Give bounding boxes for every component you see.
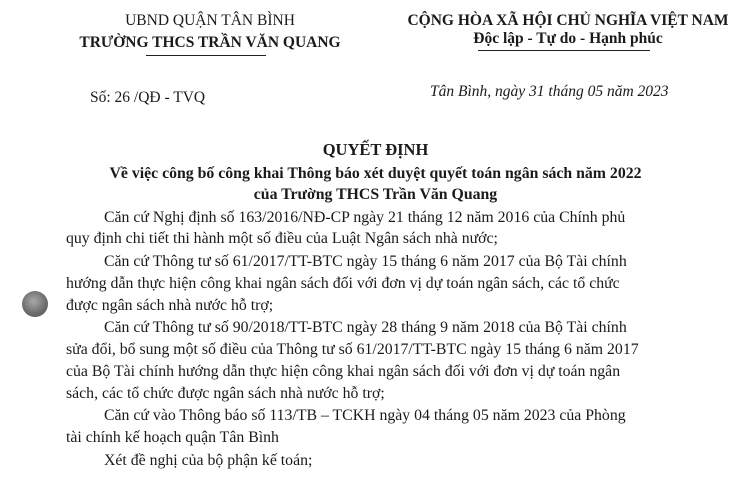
document-title: QUYẾT ĐỊNH	[322, 140, 429, 159]
body-line: quy định chi tiết thi hành một số điều của Luật Ngân sách nhà nước;	[66, 230, 498, 247]
body-line: Xét đề nghị của bộ phận kế toán;	[104, 452, 313, 469]
body-line: được ngân sách nhà nước hỗ trợ;	[66, 297, 274, 314]
body-line: Căn cứ Nghị định số 163/2016/NĐ-CP ngày 21 tháng 12 năm 2016 của Chính phủ	[104, 209, 626, 226]
subject-line-1: Về việc công bố công khai Thông báo xét duyệt quyết toán ngân sách năm 2022	[109, 165, 642, 182]
body-line: Căn cứ vào Thông báo số 113/TB – TCKH ngày 04 tháng 05 năm 2023 của Phòng	[104, 407, 626, 424]
body-line: của Bộ Tài chính hướng dẫn thực hiện công khai ngân sách đối với đơn vị dự toán ngân	[66, 363, 621, 380]
body-line: sách, các tổ chức được ngân sách nhà nước hỗ trợ;	[66, 385, 385, 402]
body-line: tài chính kế hoạch quận Tân Bình	[66, 429, 279, 446]
national-title: CỘNG HÒA XÃ HỘI CHỦ NGHĨA VIỆT NAM	[407, 12, 729, 29]
body-line: Căn cứ Thông tư số 90/2018/TT-BTC ngày 28 tháng 9 năm 2018 của Bộ Tài chính	[104, 319, 627, 336]
issuing-authority: UBND QUẬN TÂN BÌNH	[125, 12, 295, 29]
school-name-underline	[146, 55, 266, 56]
school-name: TRƯỜNG THCS TRẦN VĂN QUANG	[79, 34, 341, 51]
body-line: hướng dẫn thực hiện công khai ngân sách đối với đơn vị dự toán ngân sách, các tổ chức	[66, 275, 620, 292]
body-line: Căn cứ Thông tư số 61/2017/TT-BTC ngày 15 tháng 6 năm 2017 của Bộ Tài chính	[104, 253, 627, 270]
national-motto: Độc lập - Tự do - Hạnh phúc	[473, 30, 663, 47]
subject-line-2: của Trường THCS Trần Văn Quang	[253, 186, 498, 203]
punch-hole	[22, 291, 48, 317]
body-line: sửa đổi, bổ sung một số điều của Thông tư số 61/2017/TT-BTC ngày 15 tháng 6 năm 2017	[66, 341, 639, 358]
place-date: Tân Bình, ngày 31 tháng 05 năm 2023	[430, 83, 669, 100]
document-number: Số: 26 /QĐ - TVQ	[90, 89, 206, 106]
national-motto-underline	[478, 50, 650, 51]
